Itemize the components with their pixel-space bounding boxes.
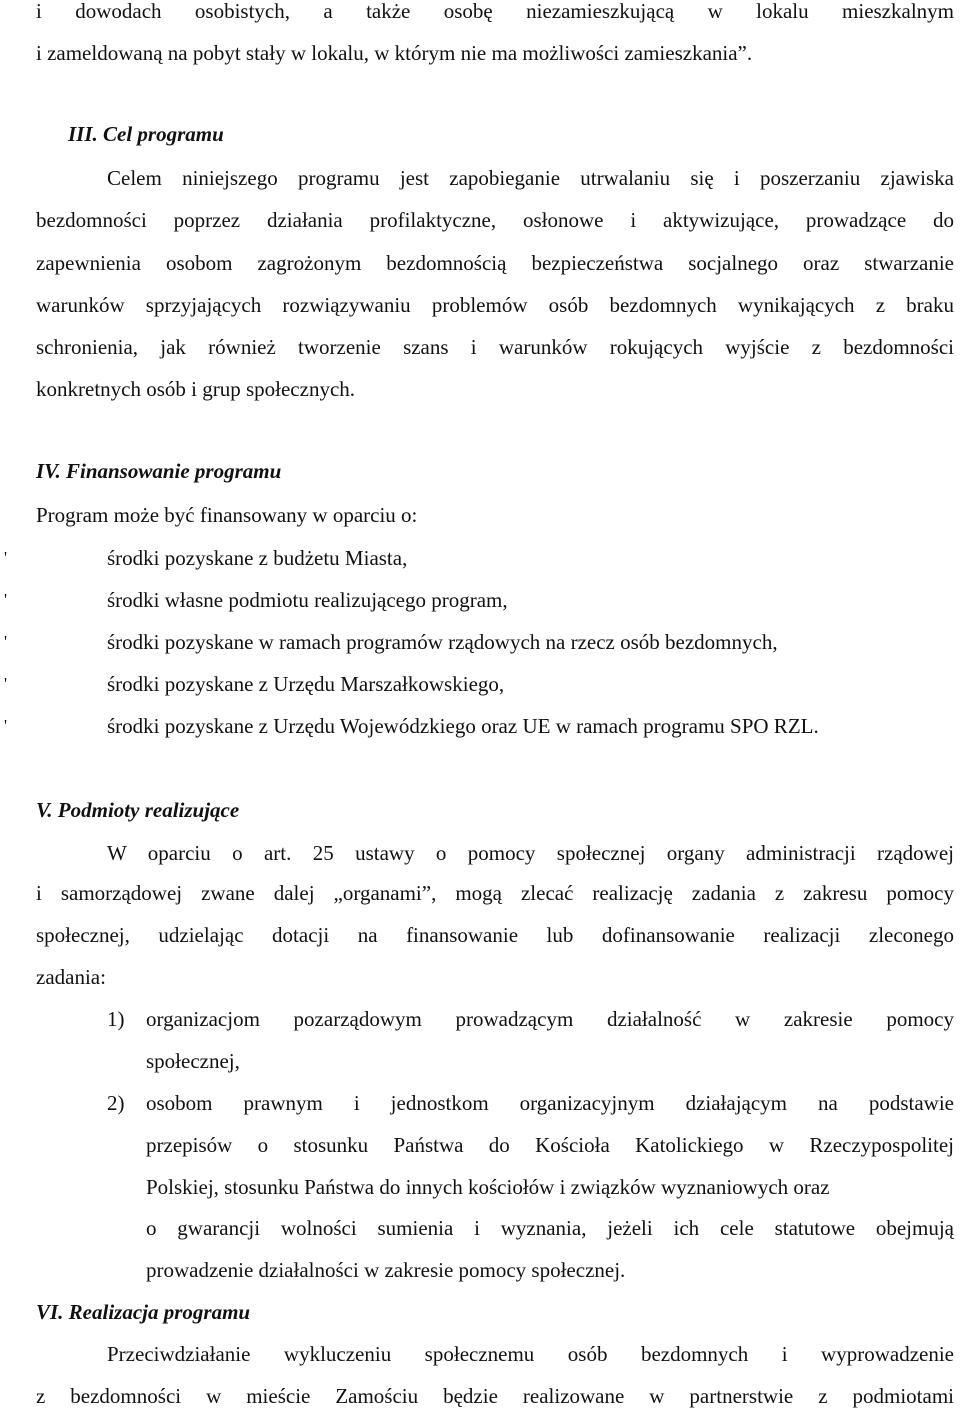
list-item: środki pozyskane z budżetu Miasta, — [107, 546, 408, 570]
list-item: środki pozyskane w ramach programów rządowych na rzecz osób bezdomnych, — [107, 630, 778, 654]
list-item-line: prowadzenie działalności w zakresie pomocy społecznej. — [146, 1258, 626, 1282]
section-heading-podmioty: V. Podmioty realizujące — [36, 798, 240, 822]
list-item-line: społecznej, — [146, 1049, 240, 1073]
section-heading-cel-programu: III. Cel programu — [68, 122, 224, 146]
list-item: środki pozyskane z Urzędu Marszałkowskiego, — [107, 672, 505, 696]
bullet-icon: ' — [4, 632, 8, 651]
bullet-icon: ' — [4, 674, 8, 693]
paragraph-line: Celem niniejszego programu jest zapobieganie utrwalaniu się i poszerzaniu zjawiska — [107, 166, 954, 190]
paragraph-line: z bezdomności w mieście Zamościu będzie realizowane w partnerstwie z podmiotami — [36, 1384, 954, 1408]
paragraph-line: społecznej, udzielając dotacji na finansowanie lub dofinansowanie realizacji zleconego — [36, 923, 954, 947]
list-item-line: przepisów o stosunku Państwa do Kościoła Katolickiego w Rzeczypospolitej — [146, 1133, 954, 1157]
bullet-icon: ' — [4, 590, 8, 609]
paragraph-line: zapewnienia osobom zagrożonym bezdomnością bezpieczeństwa socjalnego oraz stwarzanie — [36, 251, 954, 275]
list-item-line: o gwarancji wolności sumienia i wyznania, jeżeli ich cele statutowe obejmują — [146, 1216, 954, 1240]
bullet-icon: ' — [4, 548, 8, 567]
paragraph-line: Przeciwdziałanie wykluczeniu społecznemu osób bezdomnych i wyprowadzenie — [107, 1342, 954, 1366]
paragraph-line: schronienia, jak również tworzenie szans i warunków rokujących wyjście z bezdomności — [36, 335, 954, 359]
paragraph-line: zadania: — [36, 965, 106, 989]
paragraph-line: i samorządowej zwane dalej „organami”, mogą zlecać realizację zadania z zakresu pomocy — [36, 881, 954, 905]
list-item-line: osobom prawnym i jednostkom organizacyjnym działającym na podstawie — [146, 1091, 954, 1115]
paragraph-line: warunków sprzyjających rozwiązywaniu problemów osób bezdomnych wynikających z braku — [36, 293, 954, 317]
paragraph-line: bezdomności poprzez działania profilaktyczne, osłonowe i aktywizujące, prowadzące do — [36, 208, 954, 232]
list-number: 2) — [107, 1091, 125, 1115]
list-item: środki własne podmiotu realizującego program, — [107, 588, 508, 612]
section-heading-finansowanie: IV. Finansowanie programu — [36, 459, 282, 483]
list-item-line: Polskiej, stosunku Państwa do innych kościołów i związków wyznaniowych oraz — [146, 1175, 830, 1199]
list-item-line: organizacjom pozarządowym prowadzącym działalność w zakresie pomocy — [146, 1007, 954, 1031]
intro-line-2: i zameldowaną na pobyt stały w lokalu, w którym nie ma możliwości zamieszkania”. — [36, 41, 753, 65]
list-item: środki pozyskane z Urzędu Wojewódzkiego oraz UE w ramach programu SPO RZL. — [107, 714, 819, 738]
intro-line-1: i dowodach osobistych, a także osobę niezamieszkującą w lokalu mieszkalnym — [36, 0, 954, 23]
paragraph-line: W oparciu o art. 25 ustawy o pomocy społecznej organy administracji rządowej — [107, 841, 954, 865]
bullet-icon: ' — [4, 716, 8, 735]
section-heading-realizacja: VI. Realizacja programu — [36, 1300, 251, 1324]
paragraph-line: Program może być finansowany w oparciu o: — [36, 503, 418, 527]
list-number: 1) — [107, 1007, 125, 1031]
paragraph-line: konkretnych osób i grup społecznych. — [36, 377, 356, 401]
